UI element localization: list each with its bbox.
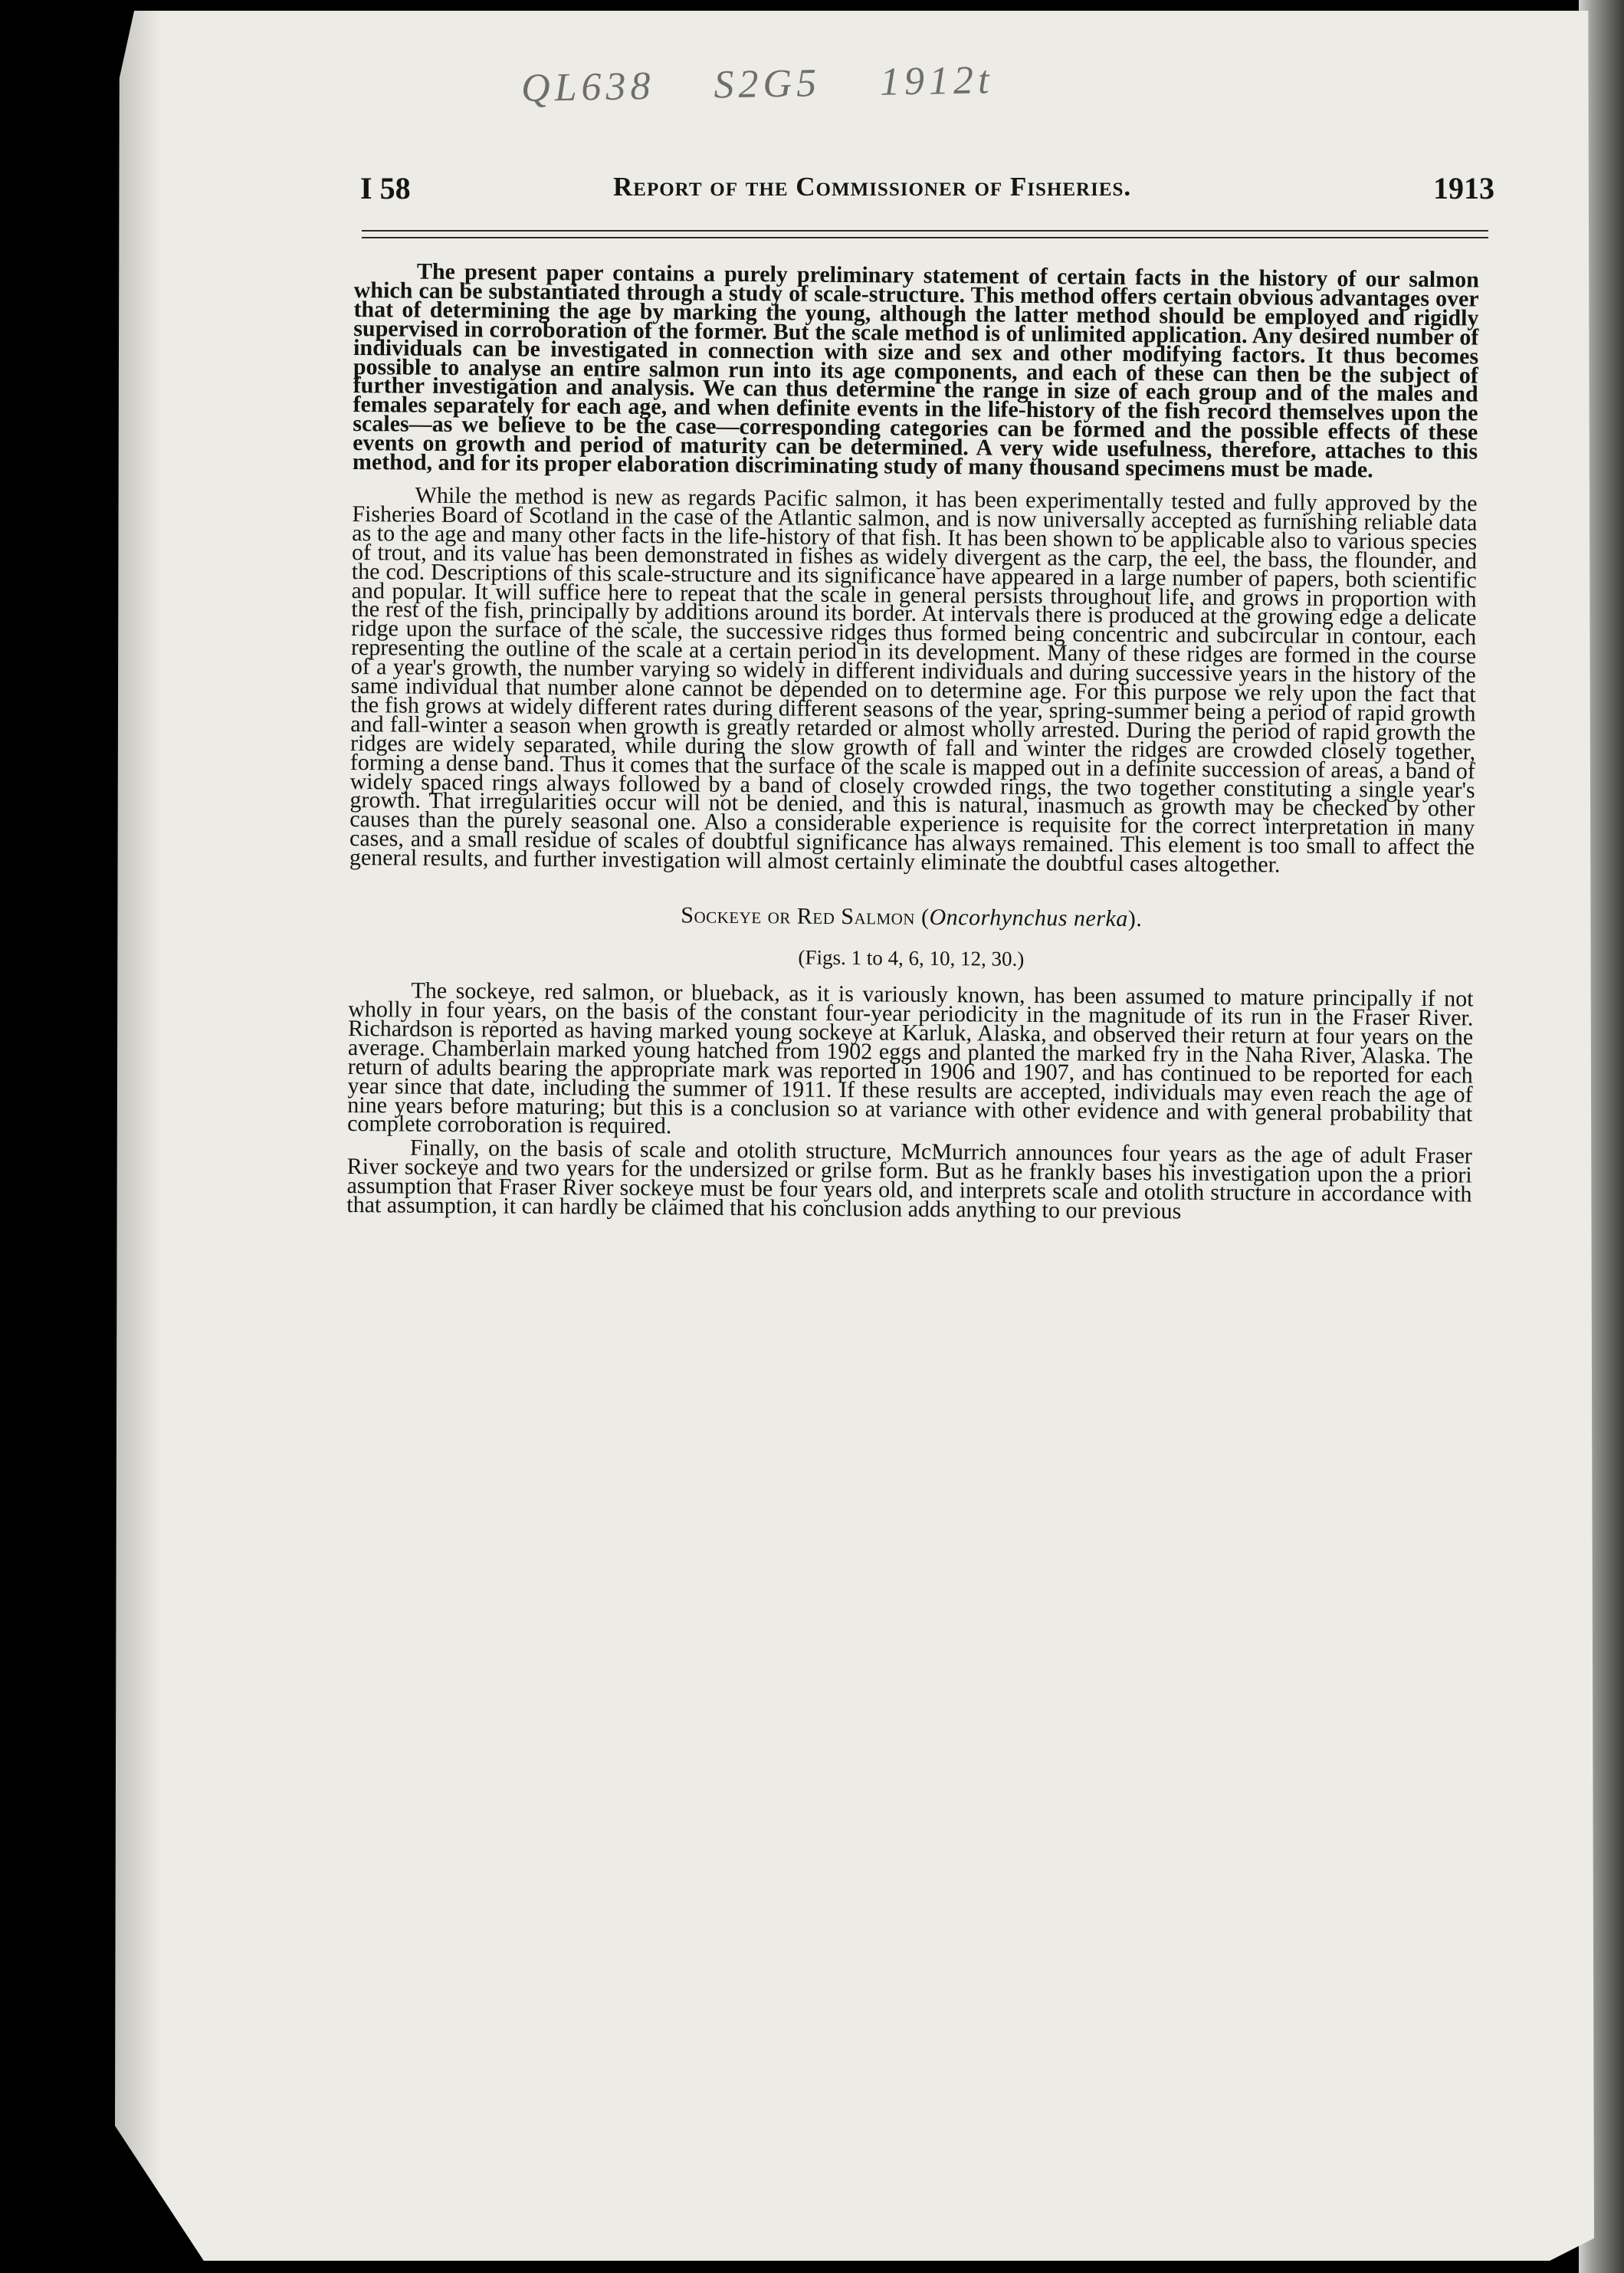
paragraph-2: While the method is new as regards Pacific salmon, it has been experimentally tested and fully approved by the Fisheries Board of Scotland in the case of the Atlantic salmon, and is now universally accepted as furnishing reliable data as to the age and many other facts in the life-history of that fish. It has been shown to be applicable also to various species of trout, and its value has been demonstrated in fishes as widely divergent as the carp, the eel, the bass, the flounder, and the cod. Descriptions of this scale-structure and its significance have appeared in a large number of papers, both scientific and popular. It will suffice here to repeat that the scale in general persists throughout life, and grows in proportion with the rest of the fish, principally by additions around its border. At intervals there is produced at the growing edge a delicate ridge upon the surface of the scale, the successive ridges thus formed being concentric and subcircular in contour, each representing the outline of the scale at a certain period in its development. Many of these ridges are formed in the course of a year's growth, the number varying so widely in different individuals and during successive years in the history of the same individual that number alone cannot be depended on to determine age. For this purpose we rely upon the fact that the fish grows at widely different rates during different seasons of the year, spring-summer being a period of rapid growth and fall-winter a season when growth is greatly retarded or almost wholly arrested. During the period of rapid growth the ridges are widely separated, while during the slow growth of fall and winter the ridges are crowded closely together, forming a dense band. Thus it comes that the surface of the scale is mapped out in a definite succession of areas, a band of widely spaced rings always followed by a band of closely crowded rings, the two together constituting a single year's growth. That irregularities occur will not be denied, and this is natural, inasmuch as growth may be checked by other causes than the purely seasonal one. Also a considerable experience is requisite for the correct interpretation in many cases, and a small residue of scales of doubtful significance has always remained. This element is too small to affect the general results, and further investigation will almost certainly eliminate the doubtful cases altogether. bbox=[349, 482, 1478, 878]
section-heading-prefix: Sockeye or Red Salmon ( bbox=[681, 902, 930, 931]
paragraph-1: The present paper contains a purely preliminary statement of certain facts in the history of our salmon which can be substantiated through a study of scale-structure. This method offers certain obvious advantages over that of determining the age by marking the young, although the latter method should be employed and rigidly supervised in corroboration of the former. But the scale method is of unlimited application. Any desired number of individuals can be investigated in connection with size and sex and other modifying factors. It thus becomes possible to analyse an entire salmon run into its age components, and each of these can then be the subject of further investigation and analysis. We can thus determine the range in size of each group and of the males and females separately for each age, and when definite events in the life-history of the fish record themselves upon the scales—as we believe to be the case—corresponding categories can be formed and the possible effects of these events on growth and period of maturity can be determined. A very wide usefulness, therefore, attaches to this method, and for its proper elaboration discriminating study of many thousand specimens must be made. bbox=[352, 258, 1479, 483]
call-number-year: 1912t bbox=[879, 58, 994, 104]
page-body bbox=[346, 258, 1479, 1224]
page-number: I 58 bbox=[360, 171, 411, 205]
header-rule-top bbox=[362, 230, 1488, 232]
paragraph-4: Finally, on the basis of scale and otolith structure, McMurrich announces four years as the age of adult Fraser River sockeye and two years for the undersized or grilse form. But as he frankly bases his investigation upon the a priori assumption that Fraser River sockeye must be four years old, and interprets scale and otolith structure in accordance with that assumption, it can hardly be claimed that his conclusion adds anything to our previous bbox=[346, 1135, 1473, 1224]
section-heading-latin: Oncorhynchus nerka bbox=[929, 905, 1128, 932]
gutter-shadow bbox=[115, 11, 161, 2261]
header-rule-bottom bbox=[362, 237, 1488, 238]
call-number-class: QL638 bbox=[520, 64, 656, 110]
figure-reference: (Figs. 1 to 4, 6, 10, 12, 30.) bbox=[798, 945, 1025, 971]
handwritten-call-number bbox=[521, 57, 1038, 111]
paragraph-3: The sockeye, red salmon, or blueback, as it is variously known, has been assumed to mature principally if not wholly in four years, on the basis of the constant four-year periodicity in the magnitude of its run in the Fraser River. Richardson is reported as having marked young sockeye at Karluk, Alaska, and observed their return at four years on the average. Chamberlain marked young hatched from 1902 eggs and planted the marked fry in the Naha River, Alaska. The return of adults bearing the appropriate mark was reported in 1906 and 1907, and has continued to be reported for each year since that date, including the summer of 1911. If these results are accepted, individuals may even reach the age of nine years before maturing; but this is a conclusion so at variance with other evidence and with general probability that complete corroboration is required. bbox=[347, 977, 1474, 1139]
section-heading-suffix: ). bbox=[1127, 906, 1143, 932]
section-heading bbox=[349, 900, 1474, 935]
call-number-cutter: S2G5 bbox=[714, 61, 822, 107]
running-header bbox=[360, 170, 1494, 216]
header-year: 1913 bbox=[1433, 171, 1494, 205]
running-title: Report of the Commissioner of Fisheries. bbox=[613, 172, 1132, 202]
